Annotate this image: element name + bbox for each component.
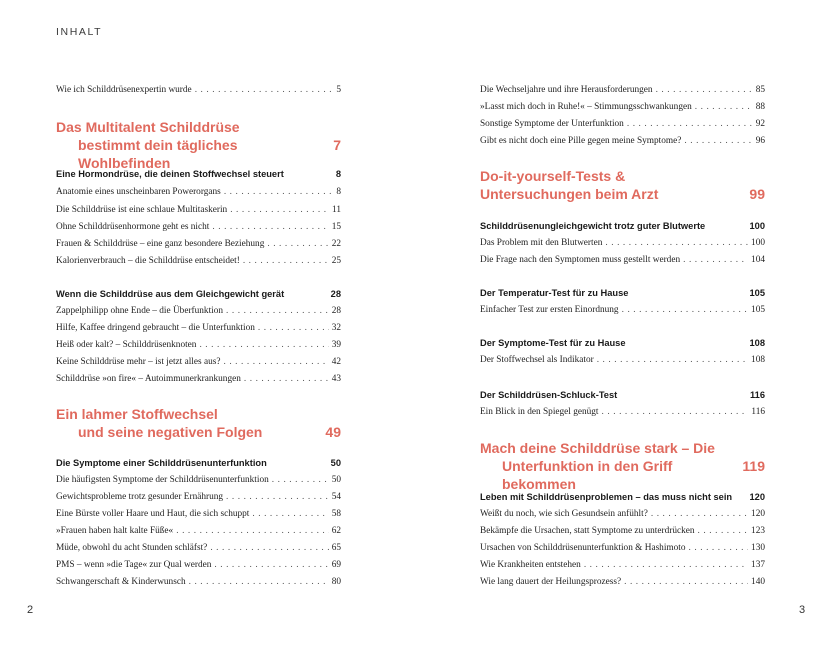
toc-entry-page: 11 bbox=[332, 205, 341, 215]
toc-entry bbox=[480, 254, 765, 266]
toc-entry-title: Wie Krankheiten entstehen bbox=[480, 560, 581, 570]
toc-entry bbox=[56, 491, 341, 503]
toc-entry-page: 120 bbox=[751, 509, 765, 519]
toc-entry-page: 32 bbox=[331, 323, 341, 333]
toc-entry-title: Müde, obwohl du acht Stunden schläfst? bbox=[56, 543, 208, 553]
toc-entry-title: Anatomie eines unscheinbaren Powerorgans bbox=[56, 187, 221, 197]
toc-entry bbox=[56, 221, 341, 233]
toc-entry bbox=[56, 576, 341, 588]
toc-entry-page: 39 bbox=[331, 340, 341, 350]
toc-entry bbox=[56, 559, 341, 571]
section-heading bbox=[480, 287, 765, 299]
toc-entry bbox=[480, 84, 765, 96]
section-title: Der Temperatur-Test für zu Hause bbox=[480, 288, 629, 298]
toc-entry-page: 62 bbox=[331, 526, 341, 536]
section-page: 116 bbox=[750, 390, 765, 400]
section-heading bbox=[56, 168, 341, 180]
section-heading bbox=[56, 288, 341, 300]
toc-entry bbox=[56, 186, 341, 198]
toc-entry-page: 108 bbox=[751, 355, 765, 365]
toc-entry-page: 15 bbox=[331, 222, 341, 232]
section-title: Leben mit Schilddrüsenproblemen – das muss nicht sein bbox=[480, 492, 733, 502]
toc-entry-page: 88 bbox=[755, 102, 765, 112]
toc-entry-title: Bekämpfe die Ursachen, statt Symptome zu unterdrücken bbox=[480, 526, 695, 536]
section-heading bbox=[56, 457, 341, 469]
toc-entry-title: Ein Blick in den Spiegel genügt bbox=[480, 407, 599, 417]
page-number-right: 3 bbox=[799, 604, 806, 616]
chapter-page: 49 bbox=[325, 424, 341, 440]
toc-entry-title: Kalorienverbrauch – die Schilddrüse entscheidet! bbox=[56, 256, 240, 266]
chapter-heading bbox=[480, 167, 765, 203]
toc-entry bbox=[56, 525, 341, 537]
section-title: Schilddrüsenungleichgewicht trotz guter Blutwerte bbox=[480, 221, 706, 231]
toc-entry-page: 137 bbox=[751, 560, 765, 570]
toc-entry-page: 85 bbox=[755, 85, 765, 95]
toc-entry bbox=[480, 542, 765, 554]
page-number-left: 2 bbox=[27, 604, 34, 616]
toc-entry-title: Sonstige Symptome der Unterfunktion bbox=[480, 119, 624, 129]
toc-entry-title: Eine Bürste voller Haare und Haut, die sich schuppt bbox=[56, 509, 250, 519]
toc-entry bbox=[480, 525, 765, 537]
toc-entry-title: Gewichtsprobleme trotz gesunder Ernährung bbox=[56, 492, 224, 502]
toc-entry-page: 50 bbox=[331, 475, 341, 485]
section-heading bbox=[480, 491, 765, 503]
chapter-title-line1: Mach deine Schilddrüse stark – Die bbox=[480, 440, 715, 456]
toc-entry-page: 28 bbox=[331, 306, 341, 316]
toc-entry-page: 92 bbox=[755, 119, 765, 129]
section-page: 108 bbox=[749, 338, 765, 348]
toc-entry-page: 42 bbox=[331, 357, 341, 367]
toc-entry-title: Keine Schilddrüse mehr – ist jetzt alles aus? bbox=[56, 357, 221, 367]
chapter-title-line2: bestimmt dein tägliches Wohlbefinden bbox=[78, 137, 238, 171]
toc-entry-title: Wie ich Schilddrüsenexpertin wurde bbox=[56, 85, 192, 95]
toc-entry-page: 105 bbox=[751, 305, 765, 315]
toc-entry-page: 96 bbox=[755, 136, 765, 146]
toc-entry-title: Das Problem mit den Blutwerten bbox=[480, 238, 603, 248]
toc-entry-page: 140 bbox=[751, 577, 765, 587]
section-heading bbox=[480, 220, 765, 232]
toc-entry bbox=[480, 354, 765, 366]
toc-entry bbox=[56, 542, 341, 554]
section-page: 50 bbox=[330, 458, 341, 468]
toc-entry-title: Der Stoffwechsel als Indikator bbox=[480, 355, 594, 365]
toc-entry bbox=[56, 339, 341, 351]
section-heading bbox=[480, 389, 765, 401]
toc-entry-page: 69 bbox=[331, 560, 341, 570]
toc-entry bbox=[56, 255, 341, 267]
toc-entry bbox=[480, 508, 765, 520]
chapter-page: 7 bbox=[333, 137, 341, 153]
toc-entry bbox=[56, 204, 341, 216]
section-title: Der Schilddrüsen-Schluck-Test bbox=[480, 390, 618, 400]
toc-entry-title: »Lasst mich doch in Ruhe!« – Stimmungsschwankungen bbox=[480, 102, 692, 112]
section-page: 120 bbox=[749, 492, 765, 502]
toc-entry-title: Die Frage nach den Symptomen muss gestellt werden bbox=[480, 255, 681, 265]
chapter-heading bbox=[56, 405, 341, 441]
toc-entry-title: »Frauen haben halt kalte Füße« bbox=[56, 526, 174, 536]
toc-entry-title: Wie lang dauert der Heilungsprozess? bbox=[480, 577, 622, 587]
toc-entry-page: 58 bbox=[331, 509, 341, 519]
chapter-title-line2: Untersuchungen beim Arzt bbox=[480, 186, 659, 202]
toc-entry-page: 65 bbox=[331, 543, 341, 553]
toc-entry bbox=[480, 559, 765, 571]
toc-entry bbox=[56, 322, 341, 334]
toc-entry-title: Schwangerschaft & Kinderwunsch bbox=[56, 577, 186, 587]
toc-entry-page: 25 bbox=[331, 256, 341, 266]
chapter-page: 119 bbox=[742, 458, 765, 474]
toc-entry-title: Hilfe, Kaffee dringend gebraucht – die Unterfunktion bbox=[56, 323, 255, 333]
toc-entry bbox=[56, 305, 341, 317]
toc-entry bbox=[480, 118, 765, 130]
section-page: 8 bbox=[335, 169, 341, 179]
toc-entry-page: 123 bbox=[751, 526, 765, 536]
toc-entry bbox=[56, 238, 341, 250]
toc-entry-title: Weißt du noch, wie sich Gesundsein anfühlt? bbox=[480, 509, 648, 519]
toc-entry-title: Heiß oder kalt? – Schilddrüsenknoten bbox=[56, 340, 197, 350]
toc-entry-title: Die Wechseljahre und ihre Herausforderungen bbox=[480, 85, 653, 95]
toc-entry bbox=[480, 135, 765, 147]
section-heading bbox=[480, 337, 765, 349]
section-title: Die Symptome einer Schilddrüsenunterfunktion bbox=[56, 458, 267, 468]
toc-entry-title: Zappelphilipp ohne Ende – die Überfunktion bbox=[56, 306, 224, 316]
toc-entry-page: 43 bbox=[331, 374, 341, 384]
toc-entry-title: Einfacher Test zur ersten Einordnung bbox=[480, 305, 619, 315]
toc-entry bbox=[56, 84, 341, 96]
toc-entry-title: Die häufigsten Symptome der Schilddrüsenunterfunktion bbox=[56, 475, 269, 485]
toc-entry bbox=[56, 508, 341, 520]
chapter-heading bbox=[480, 439, 765, 493]
toc-entry-title: PMS – wenn »die Tage« zur Qual werden bbox=[56, 560, 212, 570]
toc-entry-page: 5 bbox=[336, 85, 341, 95]
toc-entry bbox=[480, 101, 765, 113]
chapter-title-line1: Do-it-yourself-Tests & bbox=[480, 168, 626, 184]
toc-entry-title: Die Schilddrüse ist eine schlaue Multitaskerin bbox=[56, 205, 228, 215]
toc-entry-page: 100 bbox=[751, 238, 765, 248]
chapter-title-line2: und seine negativen Folgen bbox=[78, 424, 263, 440]
chapter-title-line1: Das Multitalent Schilddrüse bbox=[56, 119, 240, 135]
chapter-page: 99 bbox=[749, 186, 765, 202]
toc-entry-page: 104 bbox=[751, 255, 765, 265]
toc-entry bbox=[480, 576, 765, 588]
toc-entry-title: Ursachen von Schilddrüsenunterfunktion & Hashimoto bbox=[480, 543, 686, 553]
toc-entry-page: 130 bbox=[751, 543, 765, 553]
running-head: INHALT bbox=[56, 26, 103, 38]
toc-entry bbox=[56, 373, 341, 385]
toc-entry-page: 8 bbox=[336, 187, 341, 197]
section-title: Der Symptome-Test für zu Hause bbox=[480, 338, 626, 348]
chapter-title-line2: Unterfunktion in den Griff bekommen bbox=[502, 458, 673, 492]
section-title: Wenn die Schilddrüse aus dem Gleichgewicht gerät bbox=[56, 289, 285, 299]
toc-entry-page: 54 bbox=[331, 492, 341, 502]
toc-entry-title: Schilddrüse »on fire« – Autoimmunerkrankungen bbox=[56, 374, 241, 384]
toc-entry bbox=[56, 474, 341, 486]
toc-entry bbox=[56, 356, 341, 368]
toc-entry bbox=[480, 304, 765, 316]
toc-entry-page: 80 bbox=[331, 577, 341, 587]
toc-entry-title: Gibt es nicht doch eine Pille gegen meine Symptome? bbox=[480, 136, 682, 146]
section-title: Eine Hormondrüse, die deinen Stoffwechsel steuert bbox=[56, 169, 284, 179]
section-page: 28 bbox=[330, 289, 341, 299]
chapter-title-line1: Ein lahmer Stoffwechsel bbox=[56, 406, 218, 422]
section-page: 100 bbox=[749, 221, 765, 231]
toc-entry bbox=[480, 406, 765, 418]
toc-entry-title: Frauen & Schilddrüse – eine ganz besondere Beziehung bbox=[56, 239, 265, 249]
toc-entry-page: 22 bbox=[331, 239, 341, 249]
chapter-heading bbox=[56, 118, 341, 172]
toc-entry-page: 116 bbox=[751, 407, 765, 417]
toc-entry bbox=[480, 237, 765, 249]
toc-entry-title: Ohne Schilddrüsenhormone geht es nicht bbox=[56, 222, 210, 232]
section-page: 105 bbox=[749, 288, 765, 298]
